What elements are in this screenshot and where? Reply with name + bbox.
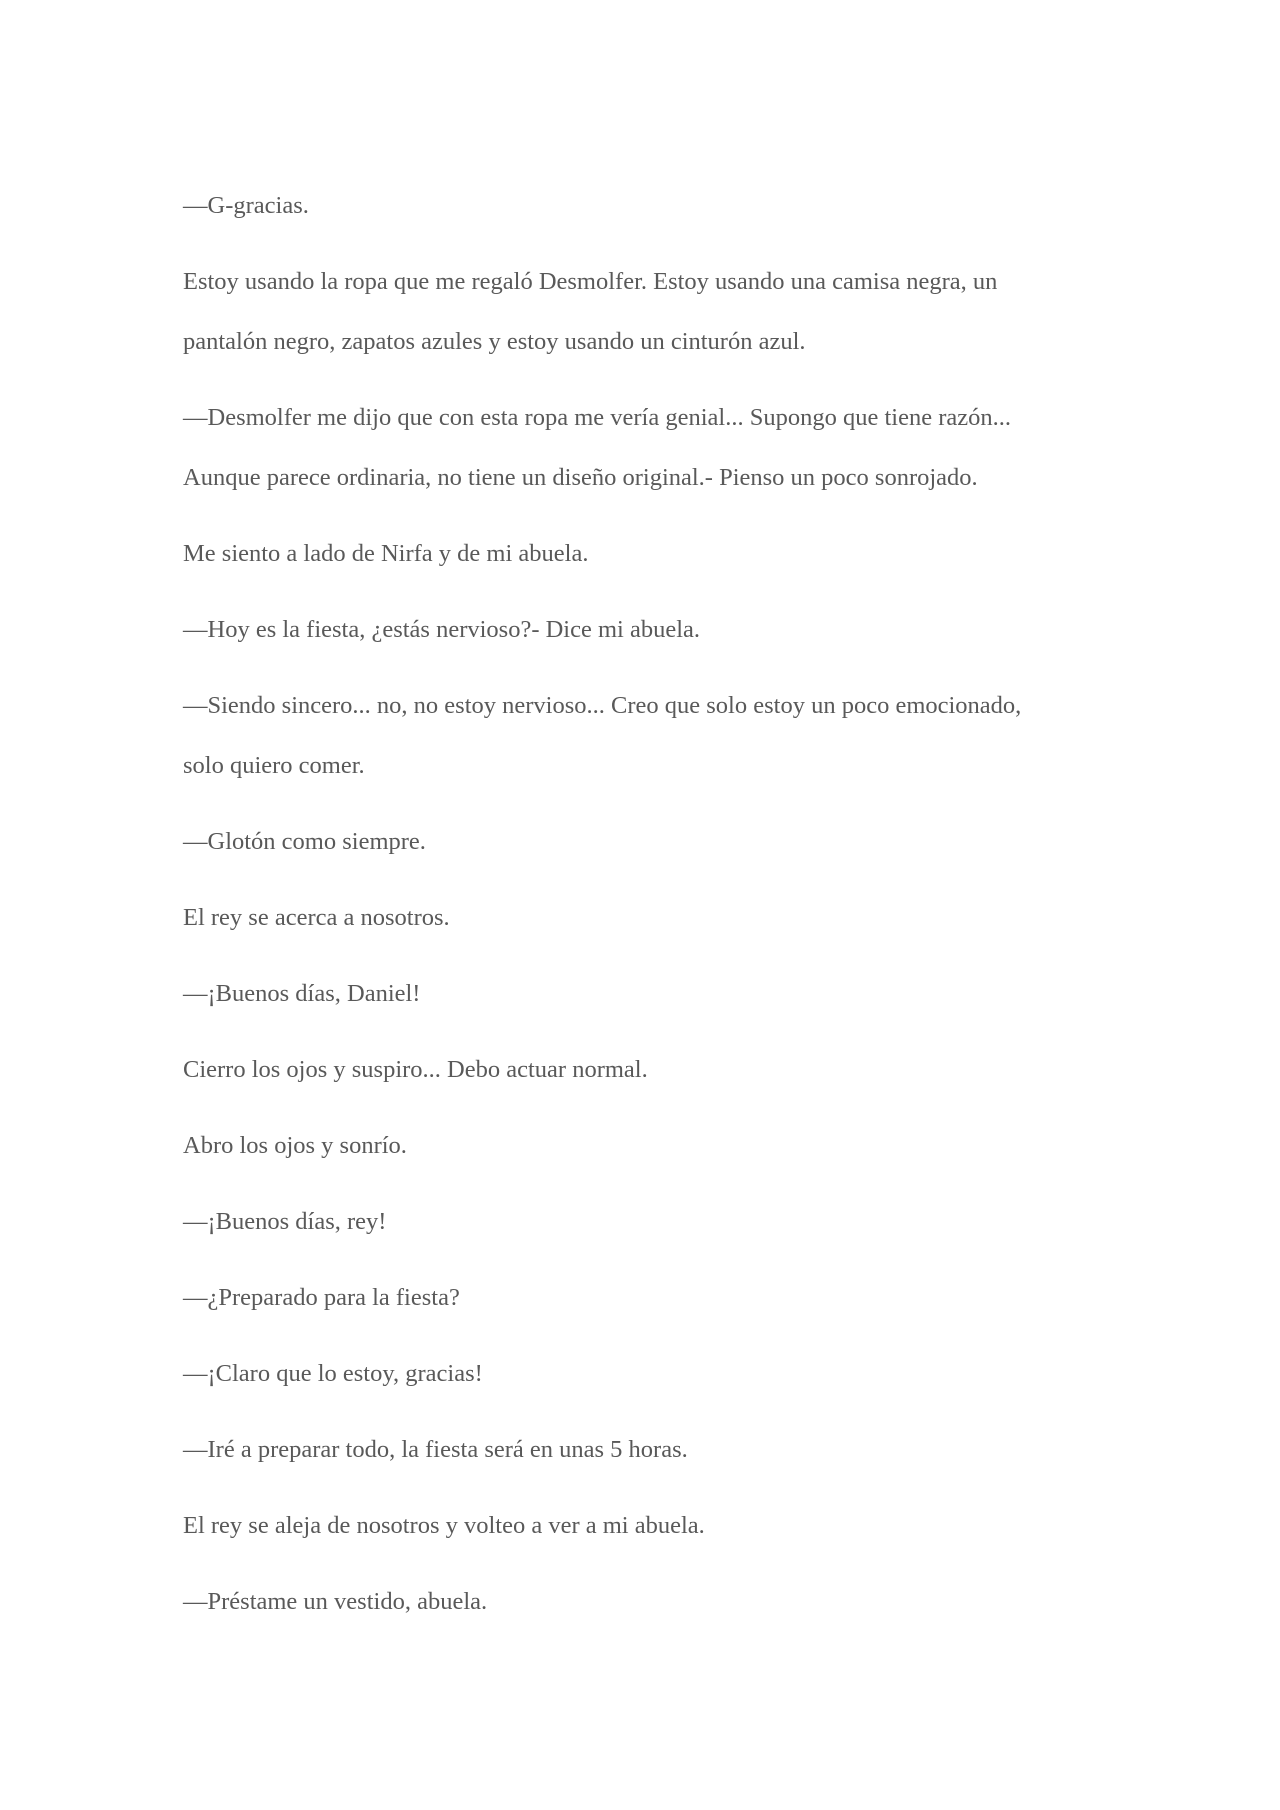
paragraph-line: —¡Buenos días, rey! xyxy=(183,1208,387,1235)
paragraph-15 xyxy=(183,1420,1083,1480)
paragraph-4 xyxy=(183,524,1083,584)
paragraph-line: Abro los ojos y sonrío. xyxy=(183,1132,407,1159)
paragraph-1 xyxy=(183,176,1083,236)
paragraph-16 xyxy=(183,1496,1083,1556)
paragraph-line: —Hoy es la fiesta, ¿estás nervioso?- Dice mi abuela. xyxy=(183,616,701,643)
paragraph-line: —¡Buenos días, Daniel! xyxy=(183,980,421,1007)
paragraph-7 xyxy=(183,812,1083,872)
paragraph-line: Aunque parece ordinaria, no tiene un diseño original.- Pienso un poco sonrojado. xyxy=(183,464,978,491)
paragraph-line: —G-gracias. xyxy=(183,192,309,219)
paragraph-12 xyxy=(183,1192,1083,1252)
paragraph-line: El rey se acerca a nosotros. xyxy=(183,904,450,931)
paragraph-line: —Iré a preparar todo, la fiesta será en unas 5 horas. xyxy=(183,1436,688,1463)
paragraph-3 xyxy=(183,388,1083,508)
paragraph-line: El rey se aleja de nosotros y volteo a ver a mi abuela. xyxy=(183,1512,705,1539)
paragraph-2 xyxy=(183,252,1083,372)
paragraph-line: —Glotón como siempre. xyxy=(183,828,426,855)
paragraph-line: solo quiero comer. xyxy=(183,752,365,779)
paragraph-line: Me siento a lado de Nirfa y de mi abuela. xyxy=(183,540,589,567)
paragraph-line: —¿Preparado para la fiesta? xyxy=(183,1284,460,1311)
paragraph-line: Estoy usando la ropa que me regaló Desmolfer. Estoy usando una camisa negra, un xyxy=(183,268,998,295)
paragraph-line: pantalón negro, zapatos azules y estoy usando un cinturón azul. xyxy=(183,328,806,355)
paragraph-line: —Préstame un vestido, abuela. xyxy=(183,1588,488,1615)
paragraph-line: —Desmolfer me dijo que con esta ropa me vería genial... Supongo que tiene razón... xyxy=(183,404,1011,431)
paragraph-line: —¡Claro que lo estoy, gracias! xyxy=(183,1360,483,1387)
paragraph-13 xyxy=(183,1268,1083,1328)
paragraph-6 xyxy=(183,676,1083,796)
text-body xyxy=(183,176,1083,1648)
paragraph-5 xyxy=(183,600,1083,660)
paragraph-8 xyxy=(183,888,1083,948)
paragraph-11 xyxy=(183,1116,1083,1176)
paragraph-10 xyxy=(183,1040,1083,1100)
paragraph-14 xyxy=(183,1344,1083,1404)
paragraph-line: Cierro los ojos y suspiro... Debo actuar normal. xyxy=(183,1056,648,1083)
paragraph-17 xyxy=(183,1572,1083,1632)
paragraph-line: —Siendo sincero... no, no estoy nervioso... Creo que solo estoy un poco emocionado, xyxy=(183,692,1022,719)
paragraph-9 xyxy=(183,964,1083,1024)
